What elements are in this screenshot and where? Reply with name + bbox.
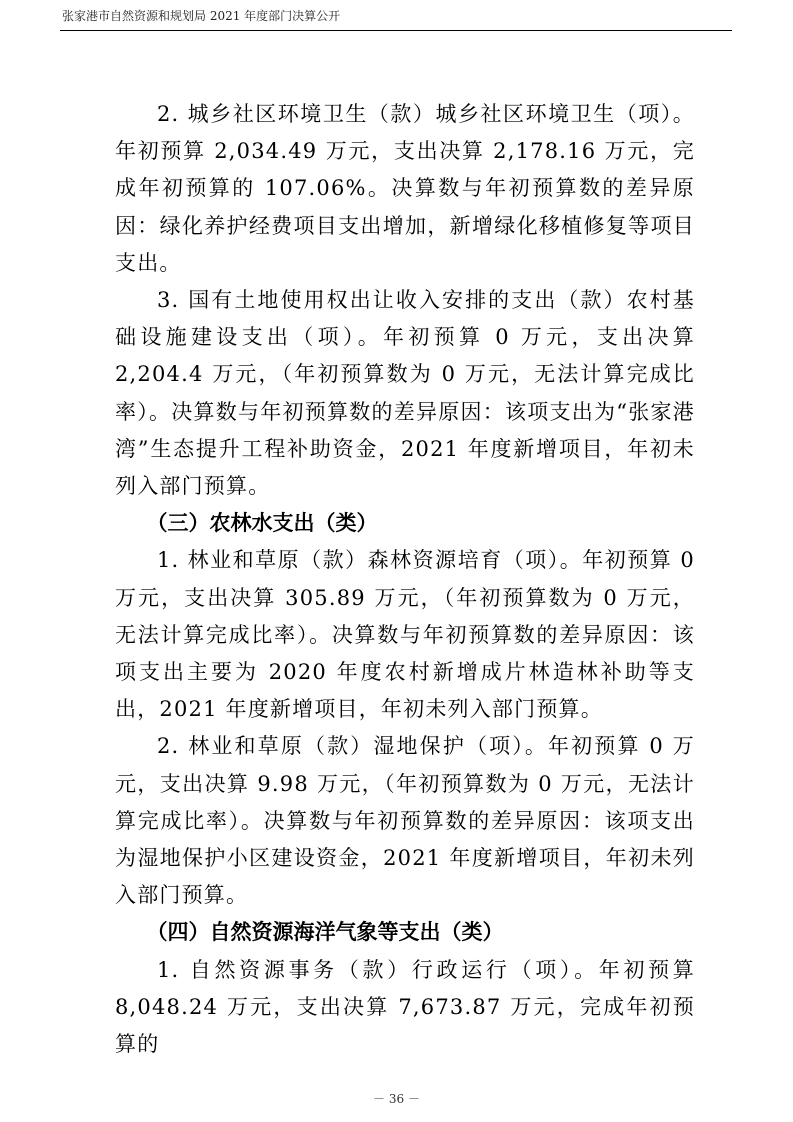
paragraph-rural-infrastructure: 3. 国有土地使用权出让收入安排的支出（款）农村基础设施建设支出（项）。年初预算 0 万元，支出决算 2,204.4 万元，（年初预算数为 0 万元，无法计算完成比率）。决算数与年初预算数的差异原因：该项支出为“张家港湾”生态提升工程补助资金，2021 年度新增项目，年初未列入部门预算。 xyxy=(115,288,695,499)
section-heading-natural-resources: （四）自然资源海洋气象等支出（类） xyxy=(146,920,504,945)
paragraph-forest-cultivation: 1. 林业和草原（款）森林资源培育（项）。年初预算 0 万元，支出决算 305.89 万元，（年初预算数为 0 万元，无法计算完成比率）。决算数与年初预算数的差异原因：该项支出主要为 2020 年度农村新增成片林造林补助等支出，2021 年度新增项目，年初未列入部门预算。 xyxy=(115,548,695,722)
section-heading-agriculture: （三）农林水支出（类） xyxy=(146,511,378,536)
header-rule xyxy=(60,30,732,31)
page-number: － 36 － xyxy=(373,1092,420,1106)
paragraph-urban-rural-sanitation: 2. 城乡社区环境卫生（款）城乡社区环境卫生（项）。年初预算 2,034.49 万元，支出决算 2,178.16 万元，完成年初预算的 107.06%。决算数与年初预算数的差异原因：绿化养护经费项目支出增加，新增绿化移植修复等项目支出。 xyxy=(115,102,695,275)
page-header-title: 张家港市自然资源和规划局 2021 年度部门决算公开 xyxy=(62,9,341,23)
document-body xyxy=(115,96,695,1063)
paragraph-administrative-operation: 1. 自然资源事务（款）行政运行（项）。年初预算 8,048.24 万元，支出决算 7,673.87 万元，完成年初预算的 xyxy=(115,957,695,1057)
paragraph-wetland-protection: 2. 林业和草原（款）湿地保护（项）。年初预算 0 万元，支出决算 9.98 万元，（年初预算数为 0 万元，无法计算完成比率）。决算数与年初预算数的差异原因：该项支出为湿地保护小区建设资金，2021 年度新增项目，年初未列入部门预算。 xyxy=(115,734,695,908)
